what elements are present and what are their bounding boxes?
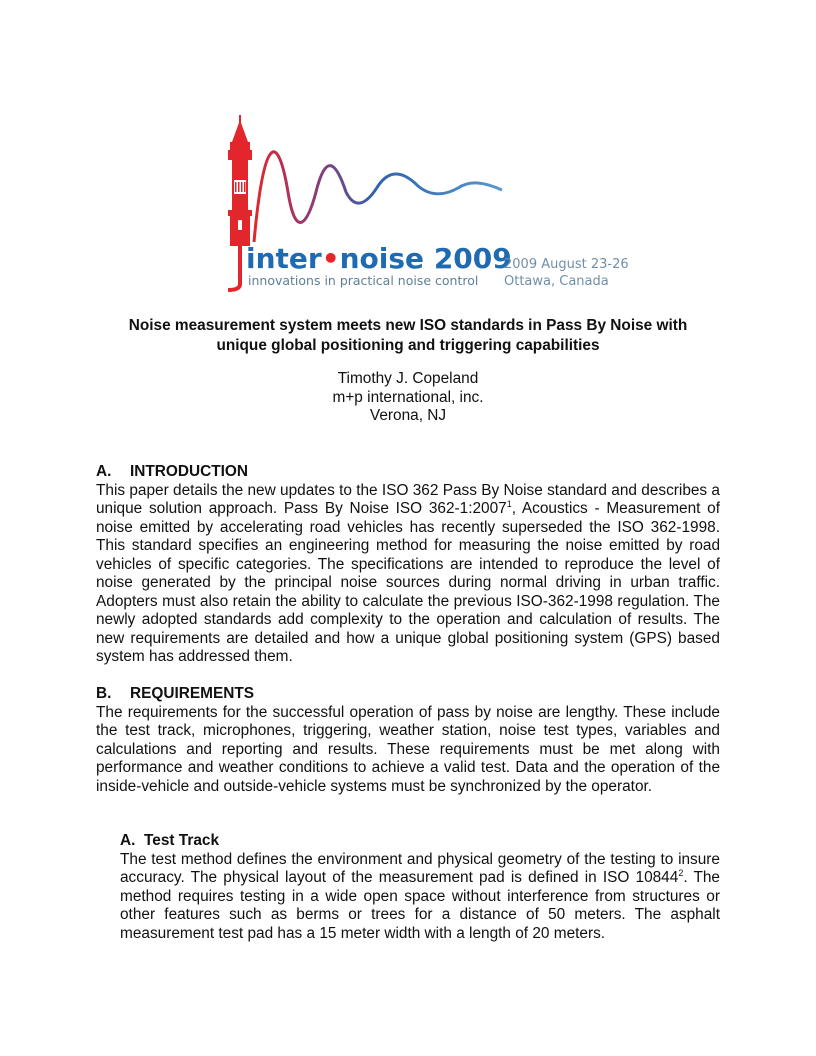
subsection-heading <box>120 832 720 851</box>
section-heading <box>96 685 720 704</box>
footnote-ref: 2 <box>678 868 684 878</box>
section-number: A. <box>96 463 112 480</box>
title-line-1: Noise measurement system meets new ISO standards in Pass By Noise with <box>128 317 688 334</box>
author-block <box>96 370 720 426</box>
paragraph-text: , Acoustics - Measurement of noise emitted by accelerating road vehicles has recently superseded the ISO 362-1998. This standard specifies an engineering method for measuring the noise emitted by road vehicles of specific categories. The specifications are intended to reproduce the level of noise generated by the principal noise sources during normal driving in urban traffic. Adopters must also retain the ability to calculate the previous ISO-362-1998 regulation. The newly adopted standards add complexity to the operation and calculation of results. The new requirements are detailed and how a unique global positioning system (GPS) based system has addressed them. <box>96 500 720 665</box>
author-name: Timothy J. Copeland <box>337 370 479 387</box>
paragraph-text: This paper details the new updates to the ISO 362 Pass By Noise standard and describes a unique solution approach. Pass By Noise ISO 362-1:2007 <box>96 481 720 517</box>
section-title: REQUIREMENTS <box>130 685 254 702</box>
section-requirements <box>96 685 720 796</box>
conference-logo <box>212 112 632 294</box>
conference-tagline: innovations in practical noise control <box>248 273 479 288</box>
footnote-ref: 1 <box>506 499 512 509</box>
conference-year: 2009 <box>433 242 512 275</box>
subsection-number: A. <box>120 832 136 849</box>
paper-title <box>96 316 720 356</box>
section-number: B. <box>96 685 112 702</box>
section-title: INTRODUCTION <box>130 463 248 480</box>
conference-name-part1: inter <box>246 242 322 275</box>
conference-location: Ottawa, Canada <box>504 274 609 289</box>
section-heading <box>96 463 720 482</box>
paragraph-text: . The method requires testing in a wide open space without interference from structures or other features such as berms or trees for a distance of 50 meters. The asphalt measurement test pad has a 15 meter width with a length of 20 meters. <box>120 869 720 942</box>
tower-icon <box>228 115 252 246</box>
section-paragraph <box>96 482 720 667</box>
conference-dates: 2009 August 23-26 <box>504 257 629 272</box>
wave-graphic <box>254 152 502 242</box>
section-paragraph: The requirements for the successful operation of pass by noise are lengthy. These include the test track, microphones, triggering, weather station, noise test types, variables and calculations and reporting and results. These requirements must be met along with performance and weather conditions to achieve a valid test. Data and the operation of the inside-vehicle and outside-vehicle systems must be synchronized by the operator. <box>96 703 720 795</box>
subsection-test-track <box>120 832 720 943</box>
subsection-paragraph <box>120 851 720 944</box>
author-location: Verona, NJ <box>369 407 447 424</box>
conference-name-part2: noise <box>339 242 425 275</box>
section-introduction <box>96 463 720 667</box>
subsection-title: Test Track <box>144 832 219 849</box>
author-affiliation: m+p international, inc. <box>332 388 484 406</box>
paragraph-text: The test method defines the environment and physical geometry of the testing to insure accuracy. The physical layout of the measurement pad is defined in ISO 10844 <box>120 850 720 886</box>
svg-text:inter•noise 2009: inter•noise 2009 <box>246 242 512 275</box>
title-line-2: unique global positioning and triggering capabilities <box>216 337 600 354</box>
